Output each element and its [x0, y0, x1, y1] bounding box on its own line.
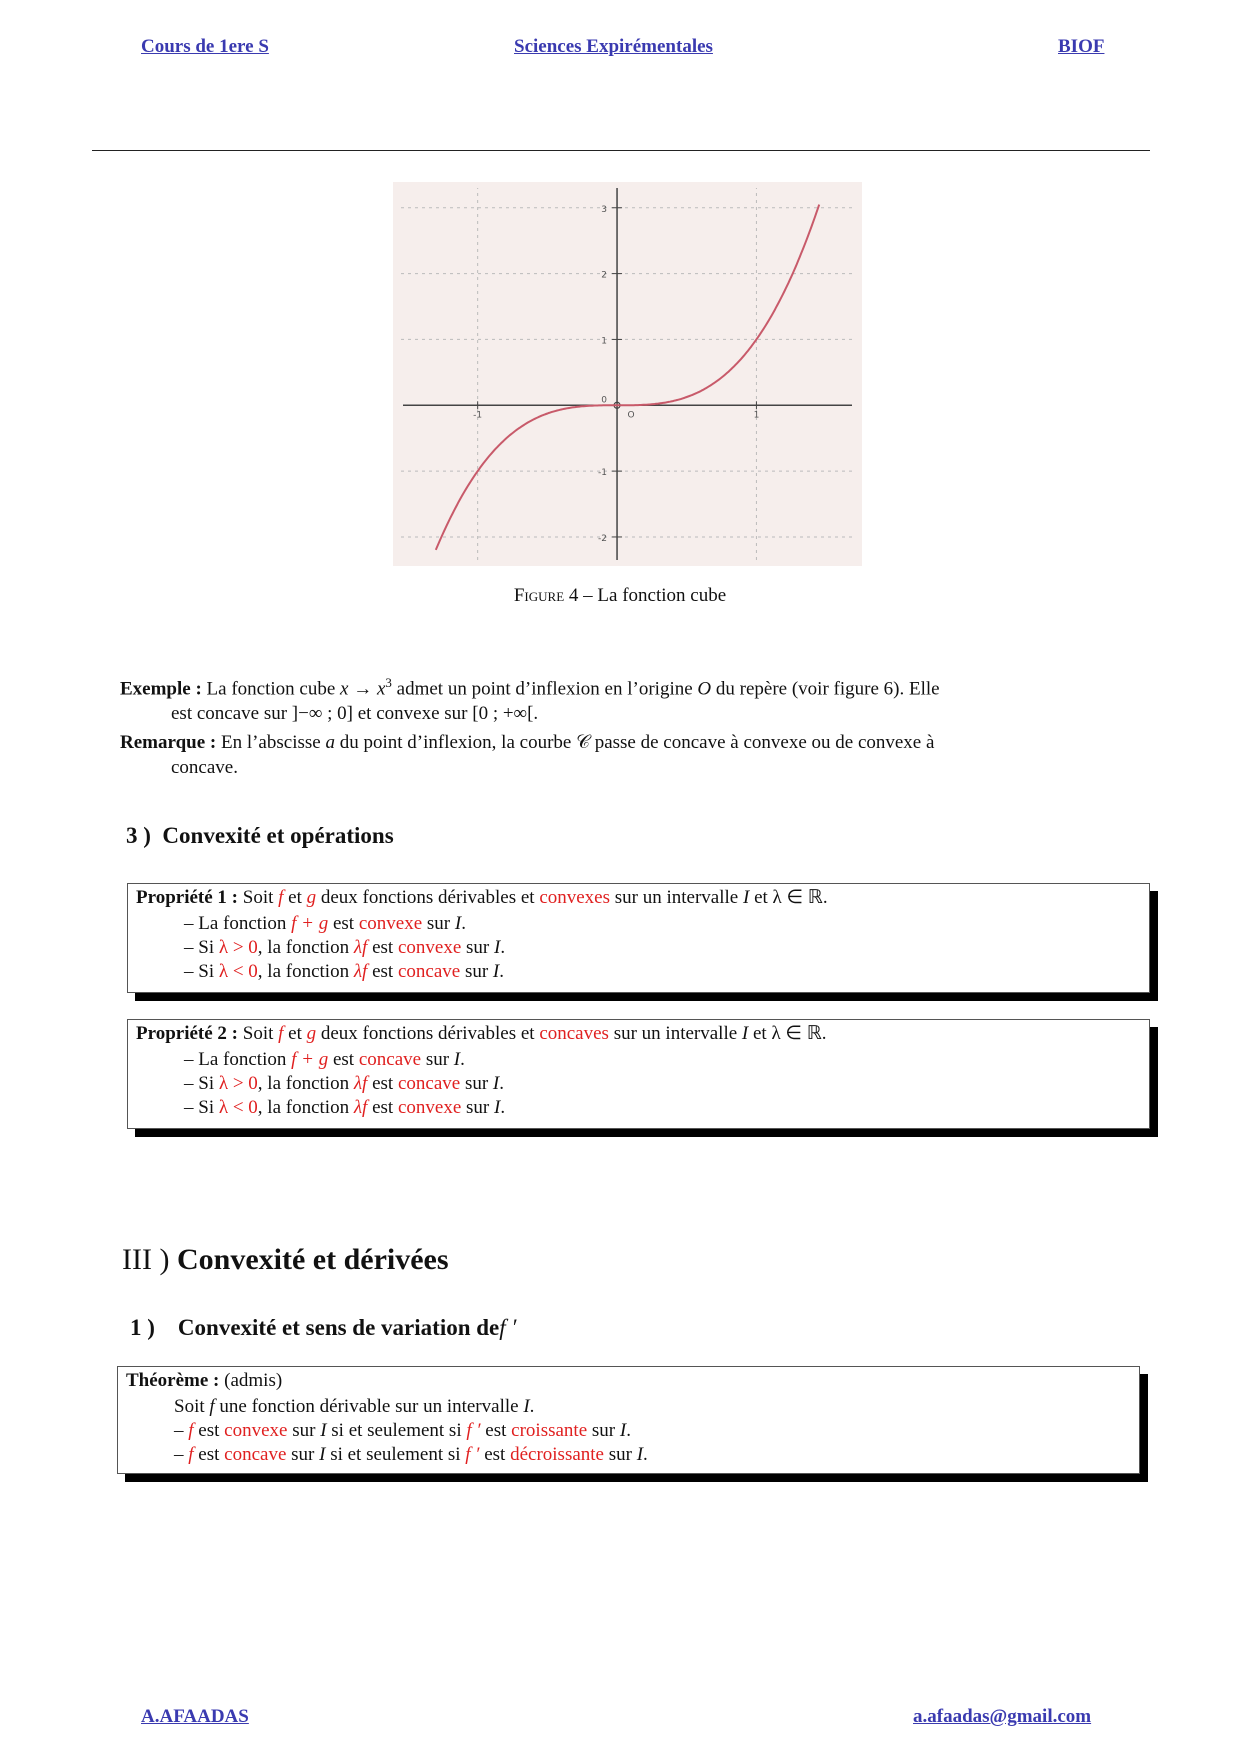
list-item	[174, 1419, 1139, 1443]
remark-line-2: concave.	[171, 757, 238, 778]
property-2-statement	[128, 1020, 1149, 1048]
p1-l1d: convexe	[358, 913, 423, 934]
list-item	[184, 960, 1149, 984]
p1-l3h: I	[492, 961, 500, 982]
example-text-1: La fonction cube	[206, 678, 341, 700]
p1-l2c: , la fonction	[257, 937, 354, 958]
property-2-box	[127, 1019, 1150, 1129]
th-l2b: f	[188, 1444, 194, 1465]
p1-l2h: I	[494, 937, 501, 958]
p1-l1g: .	[461, 913, 466, 934]
part-III-heading	[122, 1243, 449, 1277]
th-l2h: f ′	[465, 1444, 480, 1465]
theorem-label: Théorème :	[126, 1370, 220, 1391]
th-l1c: est	[193, 1420, 225, 1441]
th-l1e: sur	[287, 1420, 321, 1441]
part-III-number: III )	[122, 1243, 170, 1276]
p1-s1: Soit	[238, 887, 279, 908]
p2-s4: sur un intervalle	[608, 1023, 742, 1044]
p1-s4: sur un intervalle	[610, 887, 743, 908]
th-l0b: f	[209, 1396, 215, 1417]
th-l1i: est	[480, 1420, 512, 1441]
th-l2c: est	[193, 1444, 225, 1465]
th-l2e: sur	[286, 1444, 320, 1465]
p1-l1e: sur	[422, 913, 455, 934]
p1-l2b: λ > 0	[218, 937, 258, 958]
figure-caption	[0, 585, 1240, 607]
p2-l3i: .	[500, 1097, 506, 1118]
p1-l1f: I	[454, 913, 462, 934]
remark-curve: 𝒞	[576, 732, 590, 753]
header-track[interactable]: BIOF	[1058, 36, 1105, 57]
p1-l1a: – La fonction	[184, 913, 292, 934]
p1-l2e: est	[367, 937, 398, 958]
p2-s5: et λ ∈ ℝ.	[748, 1023, 827, 1044]
th-l1l: I	[619, 1420, 627, 1441]
p1-g: g	[306, 887, 317, 908]
theorem-admis: (admis)	[224, 1370, 283, 1391]
p2-l1g: .	[460, 1049, 465, 1070]
th-l2d: concave	[224, 1444, 287, 1465]
p1-s5: et λ ∈ ℝ.	[749, 887, 828, 908]
header-course[interactable]: Cours de 1ere S	[141, 36, 269, 57]
remark-a: a	[325, 732, 335, 753]
th-l2i: est	[479, 1444, 511, 1465]
th-l1a: –	[174, 1420, 189, 1441]
th-l2k: sur	[603, 1444, 637, 1465]
p1-l3d: λf	[353, 961, 368, 982]
p2-l1e: sur	[421, 1049, 454, 1070]
th-l1g: si et seulement si	[326, 1420, 467, 1441]
p2-l3a: – Si	[184, 1097, 219, 1118]
th-l0a: Soit	[174, 1396, 210, 1417]
th-l1h: f ′	[466, 1420, 481, 1441]
p2-l1f: I	[453, 1049, 461, 1070]
p1-l2g: sur	[461, 937, 494, 958]
th-l1k: sur	[587, 1420, 620, 1441]
th-l1m: .	[626, 1420, 631, 1441]
example-label: Exemple :	[120, 678, 202, 700]
p2-l2f: concave	[397, 1073, 461, 1094]
section-1-heading	[130, 1315, 516, 1341]
p1-l1c: est	[328, 913, 359, 934]
th-l1d: convexe	[224, 1420, 288, 1441]
section-1-number: 1 )	[130, 1315, 155, 1340]
p1-l2f: convexe	[397, 937, 462, 958]
property-2-list	[128, 1048, 1149, 1120]
th-l2m: .	[643, 1444, 648, 1465]
p2-l2h: I	[492, 1073, 500, 1094]
p2-l2b: λ > 0	[218, 1073, 258, 1094]
header-rule	[92, 150, 1150, 151]
p2-l1b: f + g	[291, 1049, 329, 1070]
figure-caption-text: – La fonction cube	[583, 585, 727, 606]
example-paragraph	[120, 670, 1130, 726]
y-tick-label: 2	[601, 270, 608, 281]
property-1-list	[128, 912, 1149, 984]
p2-l3e: est	[367, 1097, 398, 1118]
cube-curve	[436, 205, 819, 550]
section-3-heading	[126, 823, 394, 849]
p2-f: f	[278, 1023, 284, 1044]
example-exponent: 3	[385, 675, 392, 690]
p1-f: f	[278, 887, 284, 908]
th-l0e: .	[529, 1396, 535, 1417]
p2-g: g	[306, 1023, 317, 1044]
p1-l2d: λf	[353, 937, 368, 958]
footer-email[interactable]: a.afaadas@gmail.com	[913, 1706, 1092, 1727]
th-l0c: une fonction dérivable sur un intervalle	[214, 1396, 524, 1417]
p2-l2e: est	[367, 1073, 398, 1094]
p2-l3d: λf	[353, 1097, 368, 1118]
property-1-label: Propriété 1 :	[136, 887, 238, 908]
th-l0d: I	[523, 1396, 530, 1417]
p2-s1: Soit	[238, 1023, 279, 1044]
p1-s2: et	[283, 887, 307, 908]
th-l2j: décroissante	[510, 1444, 604, 1465]
remark-text-2: du point d’inflexion, la courbe	[334, 732, 577, 753]
th-l1f: I	[320, 1420, 327, 1441]
p2-l3f: convexe	[397, 1097, 462, 1118]
y-tick-label: 3	[601, 204, 608, 215]
theorem-list	[118, 1419, 1139, 1467]
p2-l3h: I	[494, 1097, 501, 1118]
th-l2a: –	[174, 1444, 189, 1465]
p1-l3g: sur	[460, 961, 493, 982]
property-1-box	[127, 883, 1150, 993]
example-line-2: est concave sur ]−∞ ; 0] et convexe sur [0 ; +∞[.	[171, 703, 539, 725]
x-tick-label: 1	[753, 410, 760, 421]
list-item	[184, 1048, 1149, 1072]
y-tick-label: 0	[601, 395, 608, 406]
theorem-title	[118, 1367, 1139, 1395]
example-origin: O	[697, 678, 712, 700]
section-1-title: Convexité et sens de variation de	[177, 1315, 500, 1340]
property-1-statement	[128, 884, 1149, 912]
p2-l2i: .	[499, 1073, 504, 1094]
list-item	[184, 936, 1149, 960]
header-subject[interactable]: Sciences Expirémentales	[514, 36, 713, 57]
section-3-number: 3 )	[126, 823, 151, 848]
p2-keyword: concaves	[539, 1023, 609, 1044]
p2-l3c: , la fonction	[257, 1097, 354, 1118]
example-text-3: du repère (voir figure 6). Elle	[711, 678, 940, 700]
y-tick-label: 1	[601, 336, 608, 347]
p2-interval: I	[741, 1023, 749, 1044]
section-3-title: Convexité et opérations	[162, 823, 394, 848]
p1-l3f: concave	[397, 961, 461, 982]
part-III-title: Convexité et dérivées	[176, 1243, 449, 1276]
cube-chart	[393, 182, 862, 566]
footer-author[interactable]: A.AFAADAS	[141, 1706, 249, 1727]
cube-function-figure	[393, 182, 862, 566]
list-item	[174, 1443, 1139, 1467]
list-item	[184, 1096, 1149, 1120]
th-l2l: I	[636, 1444, 644, 1465]
p1-s3: deux fonctions dérivables et	[316, 887, 540, 908]
p1-l3c: , la fonction	[257, 961, 354, 982]
p1-l3e: est	[367, 961, 398, 982]
property-2-label: Propriété 2 :	[136, 1023, 238, 1044]
th-l2f: I	[319, 1444, 326, 1465]
th-l2g: si et seulement si	[325, 1444, 466, 1465]
remark-paragraph	[120, 730, 1130, 780]
theorem-box	[117, 1366, 1140, 1474]
p1-l3i: .	[499, 961, 504, 982]
theorem-intro	[118, 1395, 1139, 1419]
p1-l2i: .	[500, 937, 506, 958]
p2-l2a: – Si	[184, 1073, 219, 1094]
x-tick-label: O	[627, 410, 635, 421]
p1-l3b: λ < 0	[218, 961, 258, 982]
remark-text-1: En l’abscisse	[220, 732, 326, 753]
list-item	[184, 912, 1149, 936]
p2-l1d: concave	[358, 1049, 422, 1070]
figure-label: Figure 4	[513, 585, 579, 606]
p1-l2a: – Si	[184, 937, 219, 958]
example-formula: x → x	[340, 678, 386, 700]
th-l1j: croissante	[511, 1420, 588, 1441]
p2-s2: et	[283, 1023, 307, 1044]
y-tick-label: -1	[598, 468, 608, 479]
p1-interval: I	[742, 887, 750, 908]
example-text-2: admet un point d’inflexion en l’origine	[391, 678, 698, 700]
section-1-fprime: f ′	[499, 1315, 517, 1340]
p1-l3a: – Si	[184, 961, 219, 982]
x-tick-label: -1	[473, 410, 483, 421]
p2-l3b: λ < 0	[218, 1097, 258, 1118]
remark-text-3: passe de concave à convexe ou de convexe à	[589, 732, 935, 753]
p2-l1a: – La fonction	[184, 1049, 292, 1070]
p1-l1b: f + g	[291, 913, 329, 934]
y-tick-label: -2	[598, 533, 608, 544]
p2-l1c: est	[328, 1049, 359, 1070]
p2-l2c: , la fonction	[257, 1073, 354, 1094]
th-l1b: f	[188, 1420, 194, 1441]
p1-keyword: convexes	[539, 887, 611, 908]
list-item	[184, 1072, 1149, 1096]
p2-l3g: sur	[461, 1097, 494, 1118]
remark-label: Remarque :	[120, 732, 217, 753]
p2-l2d: λf	[353, 1073, 368, 1094]
p2-s3: deux fonctions dérivables et	[316, 1023, 540, 1044]
p2-l2g: sur	[460, 1073, 493, 1094]
